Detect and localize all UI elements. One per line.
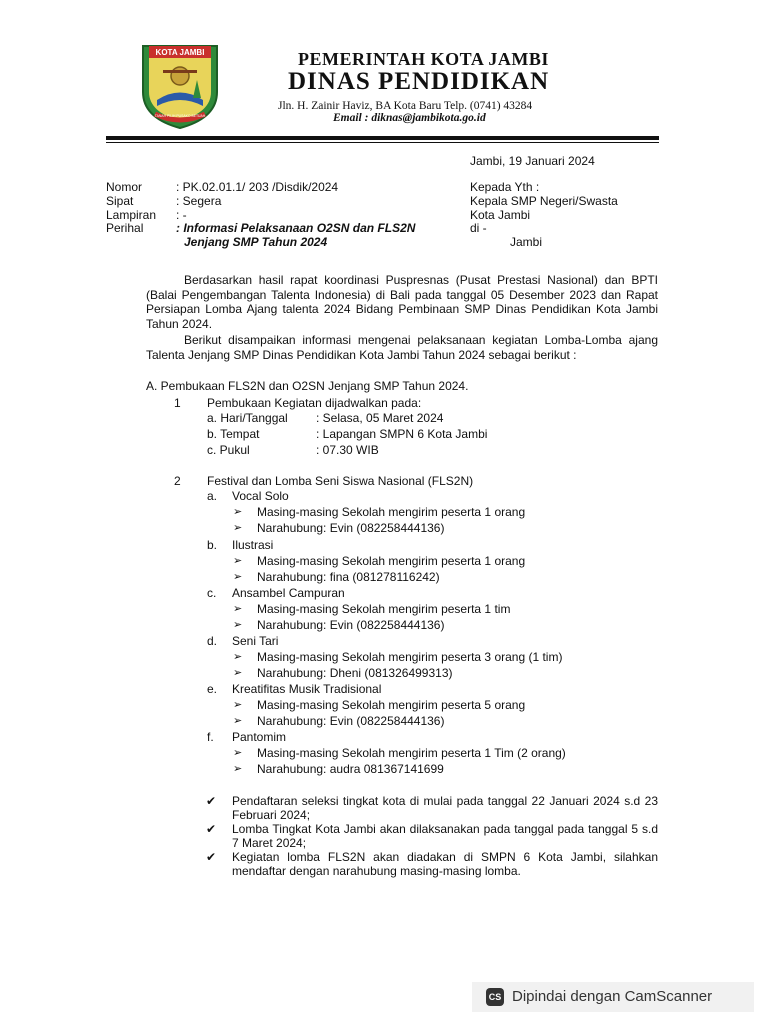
schedule-value-date: : Selasa, 05 Maret 2024 xyxy=(316,411,444,425)
lomba-participants: Masing-masing Sekolah mengirim peserta 3 orang (1 tim) xyxy=(257,650,563,664)
meta-value-perihal-line2: Jenjang SMP Tahun 2024 xyxy=(184,235,328,249)
note-competition-date: Lomba Tingkat Kota Jambi akan dilaksanakan pada tanggal pada tanggal 5 s.d 7 Maret 2024; xyxy=(232,822,658,850)
lomba-letter: f. xyxy=(207,730,214,744)
arrow-bullet-icon: ➢ xyxy=(233,747,243,759)
lomba-contact: Narahubung: Dheni (081326499313) xyxy=(257,666,453,680)
lomba-contact: Narahubung: Evin (082258444136) xyxy=(257,618,445,632)
body-paragraph-2: Berikut disampaikan informasi mengenai pelaksanaan kegiatan Lomba-Lomba ajang Talenta Jenjang SMP Dinas Pendidikan Kota Jambi Tahun 2024 sebagai berikut : xyxy=(146,333,658,362)
check-icon: ✔ xyxy=(206,794,217,808)
schedule-key-date: a. Hari/Tanggal xyxy=(207,411,288,425)
meta-label-sipat: Sipat xyxy=(106,194,134,208)
arrow-bullet-icon: ➢ xyxy=(233,571,243,583)
meta-value-nomor: : PK.02.01.1/ 203 /Disdik/2024 xyxy=(176,180,339,194)
meta-label-nomor: Nomor xyxy=(106,180,143,194)
recipient-line: Kepala SMP Negeri/Swasta xyxy=(470,194,618,208)
arrow-bullet-icon: ➢ xyxy=(233,522,243,534)
header-rule-thin xyxy=(106,142,659,143)
check-icon: ✔ xyxy=(206,850,217,864)
lomba-letter: a. xyxy=(207,489,218,503)
recipient-line: Kepada Yth : xyxy=(470,180,540,194)
arrow-bullet-icon: ➢ xyxy=(233,603,243,615)
item-2-title: Festival dan Lomba Seni Siswa Nasional (FLS2N) xyxy=(207,474,474,488)
letterhead-email: Email : diknas@jambikota.go.id xyxy=(333,112,486,124)
lomba-contact: Narahubung: Evin (082258444136) xyxy=(257,714,445,728)
check-icon: ✔ xyxy=(206,822,217,836)
lomba-participants: Masing-masing Sekolah mengirim peserta 5 orang xyxy=(257,698,526,712)
item-2-number: 2 xyxy=(174,474,181,488)
lomba-participants: Masing-masing Sekolah mengirim peserta 1 Tim (2 orang) xyxy=(257,746,566,760)
lomba-participants: Masing-masing Sekolah mengirim peserta 1 tim xyxy=(257,602,511,616)
arrow-bullet-icon: ➢ xyxy=(233,699,243,711)
lomba-letter: b. xyxy=(207,538,218,552)
logo-text: KOTA JAMBI xyxy=(155,48,205,57)
lomba-name: Ilustrasi xyxy=(232,538,274,552)
letterhead-address: Jln. H. Zainir Haviz, BA Kota Baru Telp. (0741) 43284 xyxy=(278,100,533,112)
camscanner-icon: CS xyxy=(486,988,504,1006)
lomba-contact: Narahubung: audra 081367141699 xyxy=(257,762,444,776)
schedule-key-place: b. Tempat xyxy=(207,427,260,441)
lomba-participants: Masing-masing Sekolah mengirim peserta 1 orang xyxy=(257,554,526,568)
arrow-bullet-icon: ➢ xyxy=(233,619,243,631)
lomba-letter: e. xyxy=(207,682,218,696)
letter-date: Jambi, 19 Januari 2024 xyxy=(470,154,595,168)
lomba-name: Ansambel Campuran xyxy=(232,586,345,600)
section-a-title: A. Pembukaan FLS2N dan O2SN Jenjang SMP Tahun 2024. xyxy=(146,379,469,393)
lomba-name: Vocal Solo xyxy=(232,489,289,503)
recipient-line: Kota Jambi xyxy=(470,208,531,222)
schedule-key-time: c. Pukul xyxy=(207,443,250,457)
letterhead-agency: DINAS PENDIDIKAN xyxy=(288,68,550,95)
arrow-bullet-icon: ➢ xyxy=(233,555,243,567)
body-paragraph-1: Berdasarkan hasil rapat koordinasi Puspresnas (Pusat Prestasi Nasional) dan BPTI (Balai Pengembangan Talenta Indonesia) di Bali pada tanggal 05 Desember 2023 dan Rapat Persiapan Lomba Ajang talenta 2024 Bidang Pembinaan SMP Dinas Pendidikan Kota Jambi Tahun 2024. xyxy=(146,273,658,331)
recipient-line: Jambi xyxy=(510,235,543,249)
header-rule-thick xyxy=(106,136,659,140)
meta-value-lampiran: : - xyxy=(176,208,187,222)
arrow-bullet-icon: ➢ xyxy=(233,651,243,663)
recipient-line: di - xyxy=(470,221,487,235)
note-registration: Pendaftaran seleksi tingkat kota di mulai pada tanggal 22 Januari 2024 s.d 23 Februari 2024; xyxy=(232,794,658,822)
arrow-bullet-icon: ➢ xyxy=(233,763,243,775)
schedule-value-time: : 07.30 WIB xyxy=(316,443,379,457)
meta-label-lampiran: Lampiran xyxy=(106,208,157,222)
note-venue: Kegiatan lomba FLS2N akan diadakan di SMPN 6 Kota Jambi, silahkan mendaftar dengan narahubung masing-masing lomba. xyxy=(232,850,658,878)
logo-motto: TANAH PILIH PUSAKO BETUAH xyxy=(154,114,206,118)
lomba-name: Pantomim xyxy=(232,730,287,744)
lomba-contact: Narahubung: fina (081278116242) xyxy=(257,570,440,584)
letterhead-government: PEMERINTAH KOTA JAMBI xyxy=(298,49,549,69)
lomba-participants: Masing-masing Sekolah mengirim peserta 1 orang xyxy=(257,505,526,519)
arrow-bullet-icon: ➢ xyxy=(233,715,243,727)
lomba-name: Seni Tari xyxy=(232,634,279,648)
lomba-name: Kreatifitas Musik Tradisional xyxy=(232,682,382,696)
lomba-contact: Narahubung: Evin (082258444136) xyxy=(257,521,445,535)
item-1-title: Pembukaan Kegiatan dijadwalkan pada: xyxy=(207,396,422,410)
item-1-number: 1 xyxy=(174,396,181,410)
lomba-letter: d. xyxy=(207,634,218,648)
arrow-bullet-icon: ➢ xyxy=(233,506,243,518)
meta-label-perihal: Perihal xyxy=(106,221,144,235)
meta-value-perihal: : Informasi Pelaksanaan O2SN dan FLS2N xyxy=(176,221,416,235)
city-emblem-logo xyxy=(135,40,225,130)
arrow-bullet-icon: ➢ xyxy=(233,667,243,679)
camscanner-text: Dipindai dengan CamScanner xyxy=(512,988,713,1005)
lomba-letter: c. xyxy=(207,586,217,600)
meta-value-sipat: : Segera xyxy=(176,194,222,208)
schedule-value-place: : Lapangan SMPN 6 Kota Jambi xyxy=(316,427,488,441)
